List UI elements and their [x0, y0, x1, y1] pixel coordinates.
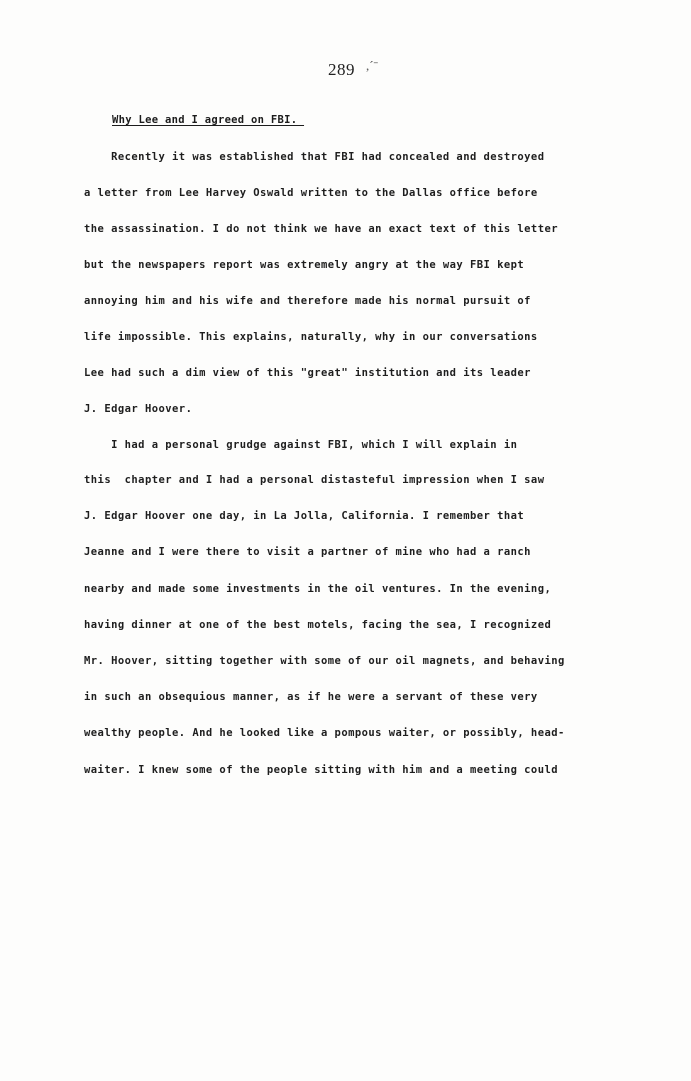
text-line: in such an obsequious manner, as if he were a servant of these very — [84, 691, 538, 703]
text-line: I had a personal grudge against FBI, which I will explain in — [84, 439, 518, 451]
text-line: J. Edgar Hoover one day, in La Jolla, California. I remember that — [84, 510, 525, 522]
text-line: a letter from Lee Harvey Oswald written to the Dallas office before — [84, 187, 538, 199]
section-heading: Why Lee and I agreed on FBI. — [112, 114, 305, 126]
text-line: J. Edgar Hoover. — [84, 403, 193, 415]
text-line: but the newspapers report was extremely angry at the way FBI kept — [84, 259, 525, 271]
text-line: the assassination. I do not think we have an exact text of this letter — [84, 223, 559, 235]
text-line: Lee had such a dim view of this "great" institution and its leader — [84, 367, 531, 379]
text-line: waiter. I knew some of the people sitting with him and a meeting could — [84, 764, 559, 776]
page-number: 289 — [328, 60, 355, 79]
text-line: Recently it was established that FBI had concealed and destroyed — [84, 151, 545, 163]
text-line: wealthy people. And he looked like a pompous waiter, or possibly, head- — [84, 727, 565, 739]
text-line: having dinner at one of the best motels, facing the sea, I recognized — [84, 619, 552, 631]
text-line: Jeanne and I were there to visit a partner of mine who had a ranch — [84, 546, 531, 558]
text-line: life impossible. This explains, naturally, why in our conversations — [84, 331, 538, 343]
text-line: annoying him and his wife and therefore made his normal pursuit of — [84, 295, 531, 307]
page-mark: ,´ˉ — [366, 58, 378, 73]
text-line: nearby and made some investments in the oil ventures. In the evening, — [84, 583, 552, 595]
text-line: this chapter and I had a personal distasteful impression when I saw — [84, 474, 545, 486]
text-line: Mr. Hoover, sitting together with some of our oil magnets, and behaving — [84, 655, 565, 667]
